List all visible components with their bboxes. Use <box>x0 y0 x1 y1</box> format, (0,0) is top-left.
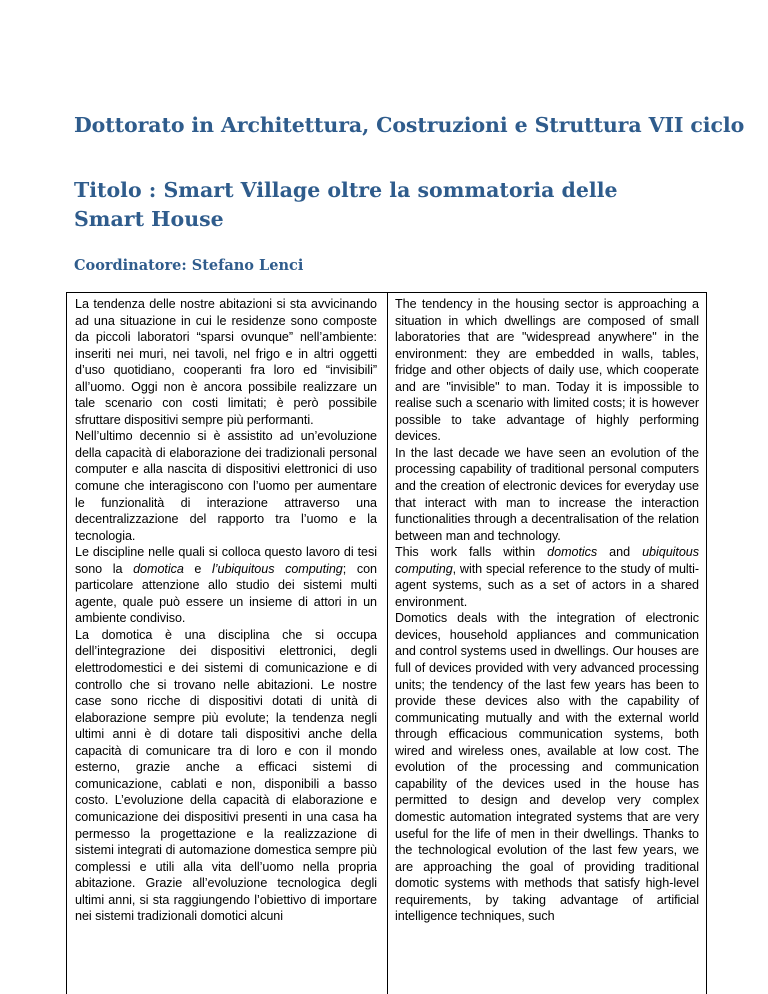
column-divider <box>387 293 388 994</box>
abstract-en-paragraph-3 <box>395 544 699 610</box>
abstract-en-term-ubiquitous: ubiquitous computing <box>395 545 699 576</box>
program-title: Dottorato in Architettura, Costruzioni e Struttura VII ciclo <box>74 113 745 137</box>
abstract-it-paragraph-1: La tendenza delle nostre abitazioni si sta avvicinando ad una situazione in cui le residenze sono composte da piccoli laboratori “sparsi ovunque” nell’ambiente: inseriti nei muri, nei tavoli, nel frigo e in altri oggetti d’uso quotidiano, cooperanti fra loro ed “invisibili” all’uomo. Oggi non è ancora possibile realizzare un tale scenario con costi limitati; è però possibile sfruttare dispositivi sempre più performanti. <box>75 297 377 427</box>
abstract-english <box>395 296 699 925</box>
thesis-title: Titolo : Smart Village oltre la sommatoria delle Smart House <box>74 178 618 231</box>
abstract-en-term-domotics: domotics <box>547 545 598 560</box>
abstract-en-paragraph-2: In the last decade we have seen an evolution of the processing capability of traditional personal computers and the creation of electronic devices for everyday use that interact with man to increase the interaction functionalities through a decentralisation of the relation between man and technology. <box>395 445 699 543</box>
coordinator-line: Coordinatore: Stefano Lenci <box>74 257 304 274</box>
abstract-it-paragraph-3 <box>75 544 377 627</box>
abstract-italian <box>75 296 377 925</box>
bilingual-abstract-table <box>66 292 707 994</box>
abstract-en-p3-rest: , with special reference to the study of multi-agent systems, such as a set of actors in a shared environment. <box>395 561 699 609</box>
abstract-it-p3-conjunction: e <box>183 561 213 576</box>
abstract-it-p3-rest: ; con particolare attenzione allo studio dei sistemi multi agente, quale può essere un insieme di attori in un ambiente condiviso. <box>75 561 377 626</box>
abstract-en-p3-conjunction: and <box>597 545 643 560</box>
abstract-it-term-ubiquitous: l’ubiquitous computing <box>212 561 343 576</box>
abstract-it-term-domotica: domotica <box>133 561 184 576</box>
abstract-en-p3-text: This work falls within <box>395 545 548 560</box>
abstract-en-paragraph-1: The tendency in the housing sector is approaching a situation in which dwellings are composed of small laboratories that are "widespread anywhere" in the environment: they are embedded in walls, tables, fridge and other objects of daily use, which cooperate and are "invisible" to man. Today it is impossible to realise such a scenario with limited costs; it is however possible to take advantage of highly performing devices. <box>395 297 699 444</box>
abstract-it-paragraph-2: Nell’ultimo decennio si è assistito ad un’evoluzione della capacità di elaborazione dei tradizionali personal computer e alla nascita di dispositivi elettronici di uso comune che interagiscono con l’uomo per aumentare le funzionalità di interazione attraverso una decentralizzazione del rapporto tra l’uomo e la tecnologia. <box>75 429 377 543</box>
abstract-it-p3-text: Le discipline nelle quali si colloca questo lavoro di tesi sono la <box>75 545 377 576</box>
abstract-it-paragraph-4: La domotica è una disciplina che si occupa dell’integrazione dei dispositivi elettronici, degli elettrodomestici e dei sistemi di comunicazione e di controllo che si trovano nelle abitazioni. Le nostre case sono ricche di dispositivi dotati di unità di elaborazione sempre più evolute; la tendenza negli ultimi anni è di dotare tali dispositivi anche della capacità di comunicare tra di loro e con il mondo esterno, grazie anche a efficaci sistemi di comunicazione, cablati e non, disponibili a basso costo. L’evoluzione della capacità di elaborazione e comunicazione dei dispositivi presenti in una casa ha permesso la progettazione e la realizzazione di sistemi integrati di automazione domestica sempre più complessi e utili alla vita dell’uomo nella propria abitazione. Grazie all’evoluzione tecnologica degli ultimi anni, si sta raggiungendo l’obiettivo di importare nei sistemi tradizionali domotici alcuni <box>75 627 377 924</box>
abstract-en-paragraph-4: Domotics deals with the integration of electronic devices, household appliances and communication and control systems used in dwellings. Our houses are full of devices provided with very advanced processing units; the tendency of the last few years has been to provide these devices also with the capability of communicating mutually and with the external world through efficacious communication systems, both wired and wireless ones, available at low cost. The evolution of the processing and communication capability of the devices used in the house has permitted to design and develop very complex domestic automation integrated systems that are very useful for the life of men in their dwellings. Thanks to the technological evolution of the last few years, we are approaching the goal of providing traditional domotic systems with methods that satisfy high-level requirements, by taking advantage of artificial intelligence techniques, such <box>395 611 699 924</box>
